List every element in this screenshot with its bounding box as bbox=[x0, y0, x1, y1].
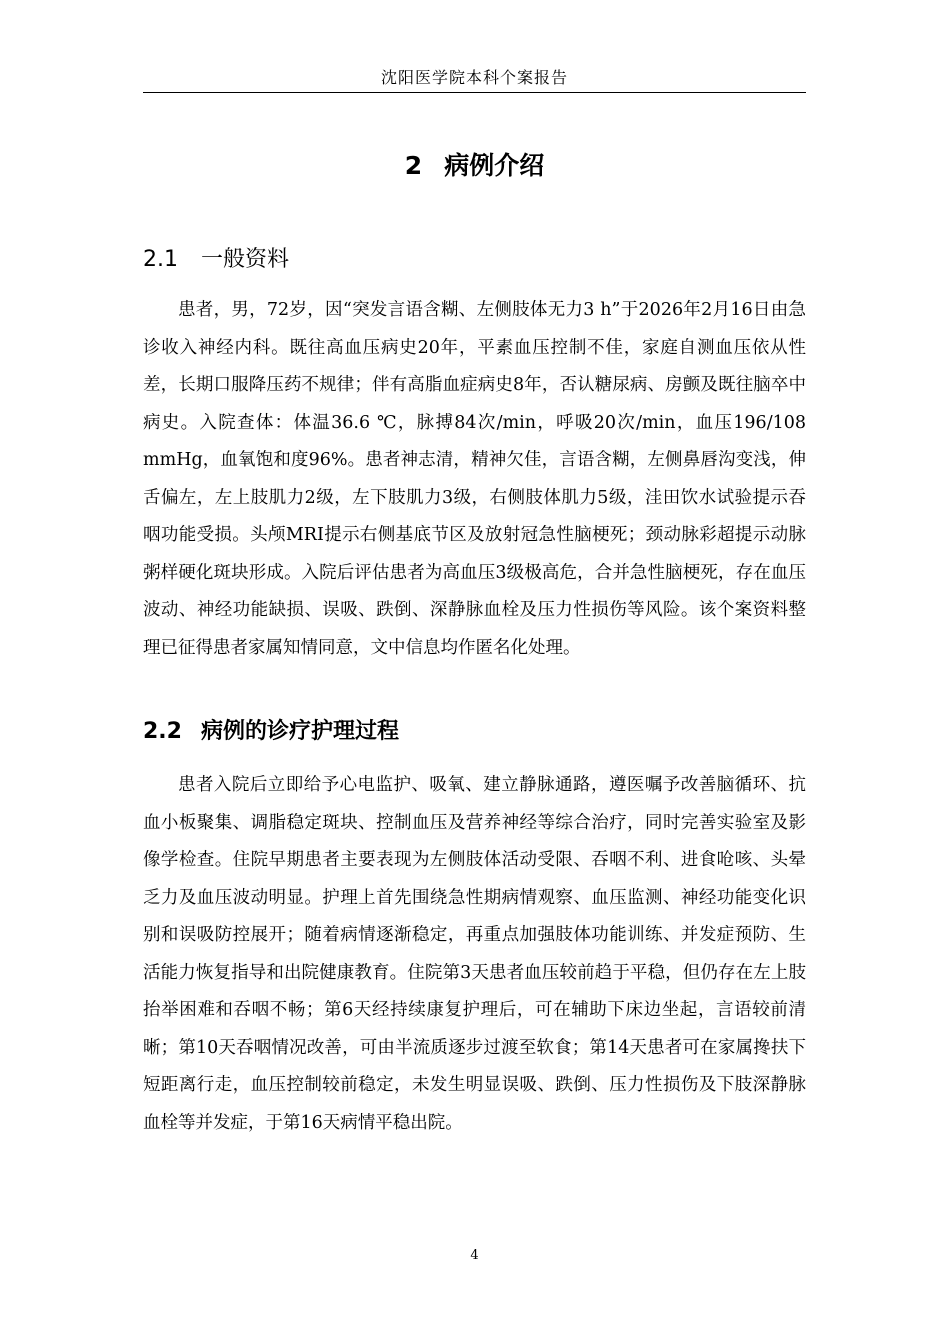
page-number: 4 bbox=[470, 1248, 479, 1263]
header-rule bbox=[143, 92, 806, 93]
body-paragraph-general-info: 患者，男，72岁，因“突发言语含糊、左侧肢体无力3 h”于2026年2月16日由急诊收入神经内科。既往高血压病史20年，平素血压控制不佳，家庭自测血压依从性差，长期口服降压药不规律；伴有高脂血症病史8年，否认糖尿病、房颤及既往脑卒中病史。入院查体：体温36.6 ℃，脉搏84次/min，呼吸20次/min，血压196/108 mmHg，血氧饱和度96%。患者神志清，精神欠佳，言语含糊，左侧鼻唇沟变浅，伸舌偏左，左上肢肌力2级，左下肢肌力3级，右侧肢体肌力5级，洼田饮水试验提示吞咽功能受损。头颅MRI提示右侧基底节区及放射冠急性脑梗死；颈动脉彩超提示动脉粥样硬化斑块形成。入院后评估患者为高血压3级极高危，合并急性脑梗死，存在血压波动、神经功能缺损、误吸、跌倒、深静脉血栓及压力性损伤等风险。该个案资料整理已征得患者家属知情同意，文中信息均作匿名化处理。 bbox=[143, 300, 806, 658]
chapter-title-text: 病例介绍 bbox=[444, 151, 545, 180]
section-heading-2-1 bbox=[143, 242, 806, 278]
chapter-number: 2 bbox=[404, 151, 423, 180]
body-paragraph-treatment-process: 患者入院后立即给予心电监护、吸氧、建立静脉通路，遵医嘱予改善脑循环、抗血小板聚集、调脂稳定斑块、控制血压及营养神经等综合治疗，同时完善实验室及影像学检查。住院早期患者主要表现为左侧肢体活动受限、吞咽不利、进食呛咳、头晕乏力及血压波动明显。护理上首先围绕急性期病情观察、血压监测、神经功能变化识别和误吸防控展开；随着病情逐渐稳定，再重点加强肢体功能训练、并发症预防、生活能力恢复指导和出院健康教育。住院第3天患者血压较前趋于平稳，但仍存在左上肢抬举困难和吞咽不畅；第6天经持续康复护理后，可在辅助下床边坐起，言语较前清晰；第10天吞咽情况改善，可由半流质逐步过渡至软食；第14天患者可在家属搀扶下短距离行走，血压控制较前稳定，未发生明显误吸、跌倒、压力性损伤及下肢深静脉血栓等并发症，于第16天病情平稳出院。 bbox=[143, 775, 806, 1133]
section-heading-2-2 bbox=[143, 714, 806, 750]
chapter-title bbox=[143, 144, 806, 188]
section-title-text: 病例的诊疗护理过程 bbox=[201, 719, 400, 744]
section-number: 2.1 bbox=[143, 247, 178, 272]
section-title-text: 一般资料 bbox=[201, 247, 290, 272]
running-header: 沈阳医学院本科个案报告 bbox=[380, 68, 568, 87]
section-number: 2.2 bbox=[143, 719, 182, 744]
